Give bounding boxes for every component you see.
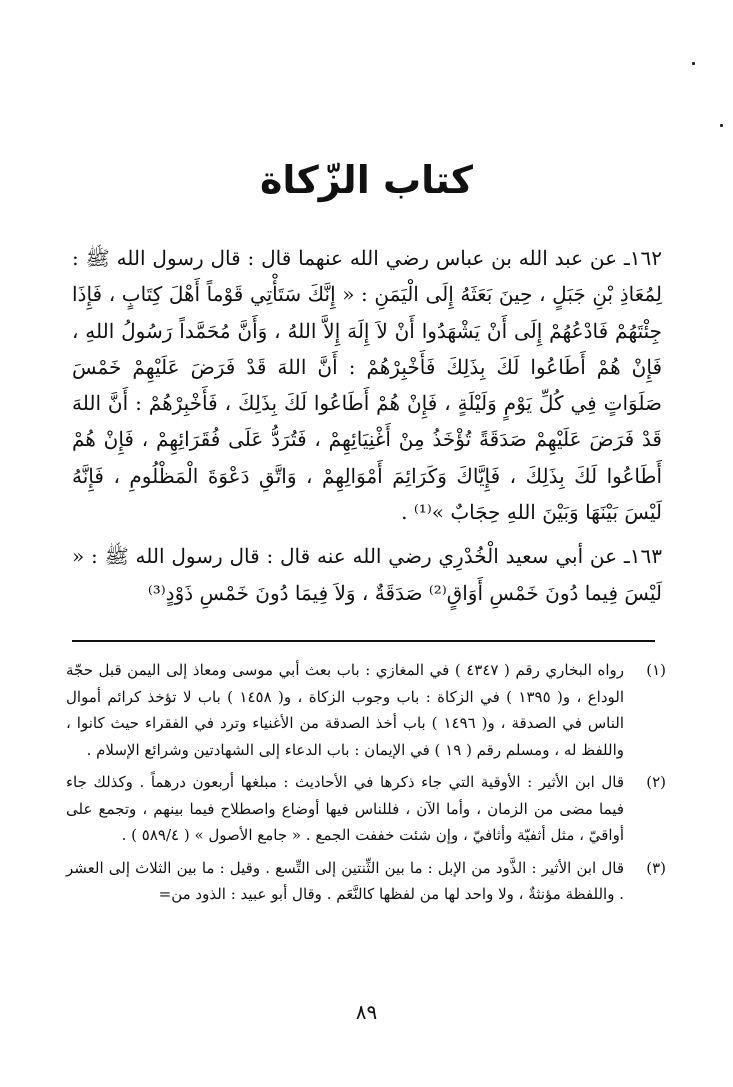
footnotes xyxy=(66,657,666,914)
main-text xyxy=(72,240,662,611)
footnote-divider xyxy=(72,640,655,642)
footnote-number: (١) xyxy=(646,661,666,679)
footnote-text: قال ابن الأثير : الذَّود من الإبل : ما بين الثِّنتين إلى التِّسع . وقيل : ما بين الثلاث إلى العشر . واللفظة مؤنثةٌ ، ولا واحد لها من لفظها كالنَّعَم . وقال أبو عبيد : الذود من= xyxy=(66,858,624,903)
scan-speck xyxy=(720,124,723,127)
footnote-number: (٢) xyxy=(646,773,666,791)
footnote-3 xyxy=(66,855,666,908)
footnote-number: (٣) xyxy=(646,858,666,877)
hadith-163: ١٦٣ـ عن أبي سعيد الْخُدْرِي رضي الله عنه قال : قال رسول الله ﷺ : « لَيْسَ فِيما دُونَ خَمْسِ أَوَاقٍ⁽²⁾ صَدَقَةٌ ، وَلاَ فِيمَا دُونَ خَمْسِ ذَوْدٍ⁽³⁾ xyxy=(72,544,662,605)
footnote-2 xyxy=(66,769,666,849)
footnote-1 xyxy=(66,657,666,763)
page-number: ٨٩ xyxy=(355,1000,378,1024)
footnote-text: قال ابن الأثير : الأوقية التي جاء ذكرها في الأحاديث : مبلغها أربعون درهماً . وكذلك جاء فيما مضى من الزمان ، وأما الآن ، فللناس فيها أوضاع واصطلاح فيما بينهم ، وتجمع على أواقيّ ، مثل أثفيّة وأثافيّ ، وإن شئت خففت الجمع . « جامع الأصول » ( ٥٨٩/٤ ) . xyxy=(66,773,624,844)
hadith-162: ١٦٢ـ عن عبد الله بن عباس رضي الله عنهما قال : قال رسول الله ﷺ : لِمُعَاذِ بْنِ جَبَلٍ ، حِينَ بَعَثَهُ إِلَى الْيَمَنِ : « إِنَّكَ سَتَأْتِي قَوْماً أَهْلَ كِتَابٍ ، فَإِذَا جِئْتَهُمْ فَادْعُهُمْ إِلَى أَنْ يَشْهَدُوا أَنْ لاَ إِلَهَ إِلاَّ اللهُ ، وَأَنَّ مُحَمَّداً رَسُولُ اللهِ ، فَإِنْ هُمْ أَطَاعُوا لَكَ بِذَلِكَ فَأَخْبِرْهُمْ : أَنَّ اللهَ قَدْ فَرَضَ عَلَيْهِمْ خَمْسَ صَلَوَاتٍ فِي كُلِّ يَوْمٍ وَلَيْلَةٍ ، فَإِنْ هُمْ أَطَاعُوا لَكَ بِذَلِكَ ، فَأَخْبِرْهُمْ : أَنَّ اللهَ قَدْ فَرَضَ عَلَيْهِمْ صَدَقَةً تُؤْخَذُ مِنْ أَغْنِيَائِهِمْ ، فَتُرَدُّ عَلَى فُقَرَائِهِمْ ، فَإِنْ هُمْ أَطَاعُوا لَكَ بِذَلِكَ ، فَإِيَّاكَ وَكَرَائِمَ أَمْوَالِهِمْ ، وَاتَّقِ دَعْوَةَ الْمَظْلُومِ ، فَإِنَّهُ لَيْسَ بَيْنَهَا وَبَيْنَ اللهِ حِجَابٌ »⁽¹⁾ . xyxy=(72,246,662,525)
chapter-title: كتاب الزّكاة xyxy=(259,158,474,202)
footnote-text: رواه البخاري رقم ( ٤٣٤٧ ) في المغازي : باب بعث أبي موسى ومعاذ إلى اليمن قبل حجّة الوداع ، و( ١٣٩٥ ) في الزكاة : باب وجوب الزكاة ، و( ١٤٥٨ ) باب لا تؤخذ كرائم أموال الناس في الصدقة ، و( ١٤٩٦ ) باب أخذ الصدقة من الأغنياء وترد في الفقراء حيث كانوا ، واللفظ له ، ومسلم رقم ( ١٩ ) في الإيمان : باب الدعاء إلى الشهادتين وشرائع الإسلام . xyxy=(66,661,625,759)
scan-speck xyxy=(692,62,695,65)
